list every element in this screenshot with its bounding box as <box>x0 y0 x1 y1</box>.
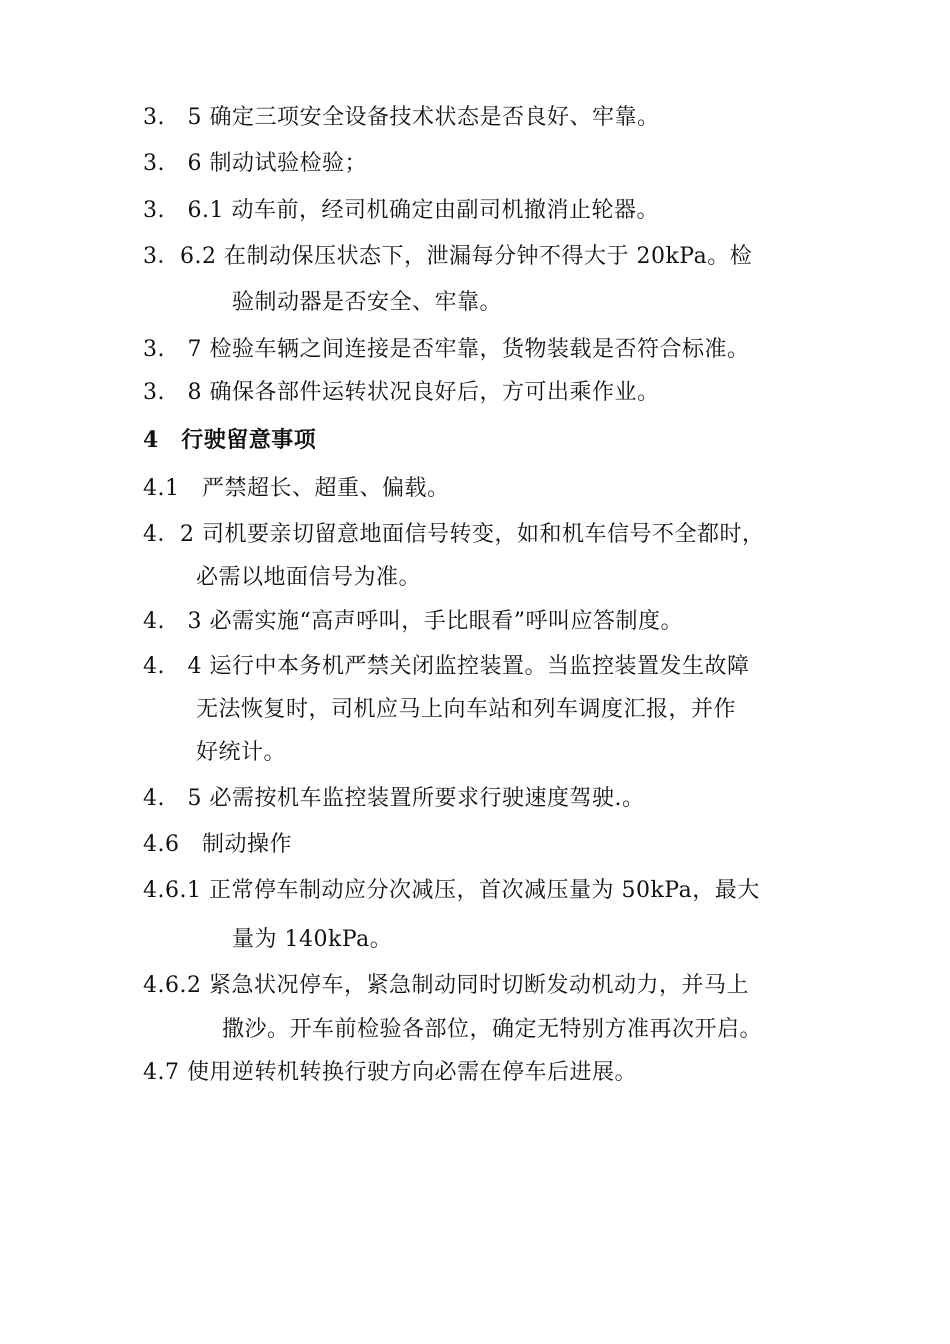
item-3-6: 3. 6 制动试验检验； <box>143 151 367 176</box>
item-4-3: 4. 3 必需实施“高声呼叫，手比眼看”呼叫应答制度。 <box>143 609 683 634</box>
item-4-6-2-continued: 撒沙。开车前检验各部位，确定无特别方准再次开启。 <box>222 1017 763 1042</box>
item-3-6-2: 3．6.2 在制动保压状态下，泄漏每分钟不得大于 20kPa。检 <box>143 244 753 269</box>
item-4-6-heading: 4.6 制动操作 <box>143 832 292 857</box>
item-4-6-1-continued: 量为 140kPa。 <box>232 927 393 952</box>
item-4-4-continued-2: 好统计。 <box>196 740 287 765</box>
item-3-8: 3. 8 确保各部件运转状况良好后，方可出乘作业。 <box>143 380 660 405</box>
item-4-2: 4．2 司机要亲切留意地面信号转变，如和机车信号不全都时， <box>143 522 765 547</box>
item-4-4: 4. 4 运行中本务机严禁关闭监控装置。当监控装置发生故障 <box>143 654 750 679</box>
item-3-6-1: 3. 6.1 动车前，经司机确定由副司机撤消止轮器。 <box>143 198 659 223</box>
item-4-6-2: 4.6.2 紧急状况停车，紧急制动同时切断发动机动力，并马上 <box>143 973 749 998</box>
item-4-5: 4. 5 必需按机车监控装置所要求行驶速度驾驶.。 <box>143 786 645 811</box>
item-4-4-continued-1: 无法恢复时，司机应马上向车站和列车调度汇报，并作 <box>196 697 737 722</box>
item-4-1: 4.1 严禁超长、超重、偏载。 <box>143 476 450 501</box>
item-4-7: 4.7 使用逆转机转换行驶方向必需在停车后进展。 <box>143 1060 637 1085</box>
item-3-5: 3. 5 确定三项安全设备技术状态是否良好、牢靠。 <box>143 105 660 130</box>
item-4-2-continued: 必需以地面信号为准。 <box>196 565 422 590</box>
item-3-7: 3. 7 检验车辆之间连接是否牢靠，货物装载是否符合标准。 <box>143 337 750 362</box>
item-3-6-2-continued: 验制动器是否安全、牢靠。 <box>232 290 503 315</box>
item-4-6-1: 4.6.1 正常停车制动应分次减压，首次减压量为 50kPa，最大 <box>143 878 760 903</box>
section-4-heading: 4 行驶留意事项 <box>143 427 317 453</box>
